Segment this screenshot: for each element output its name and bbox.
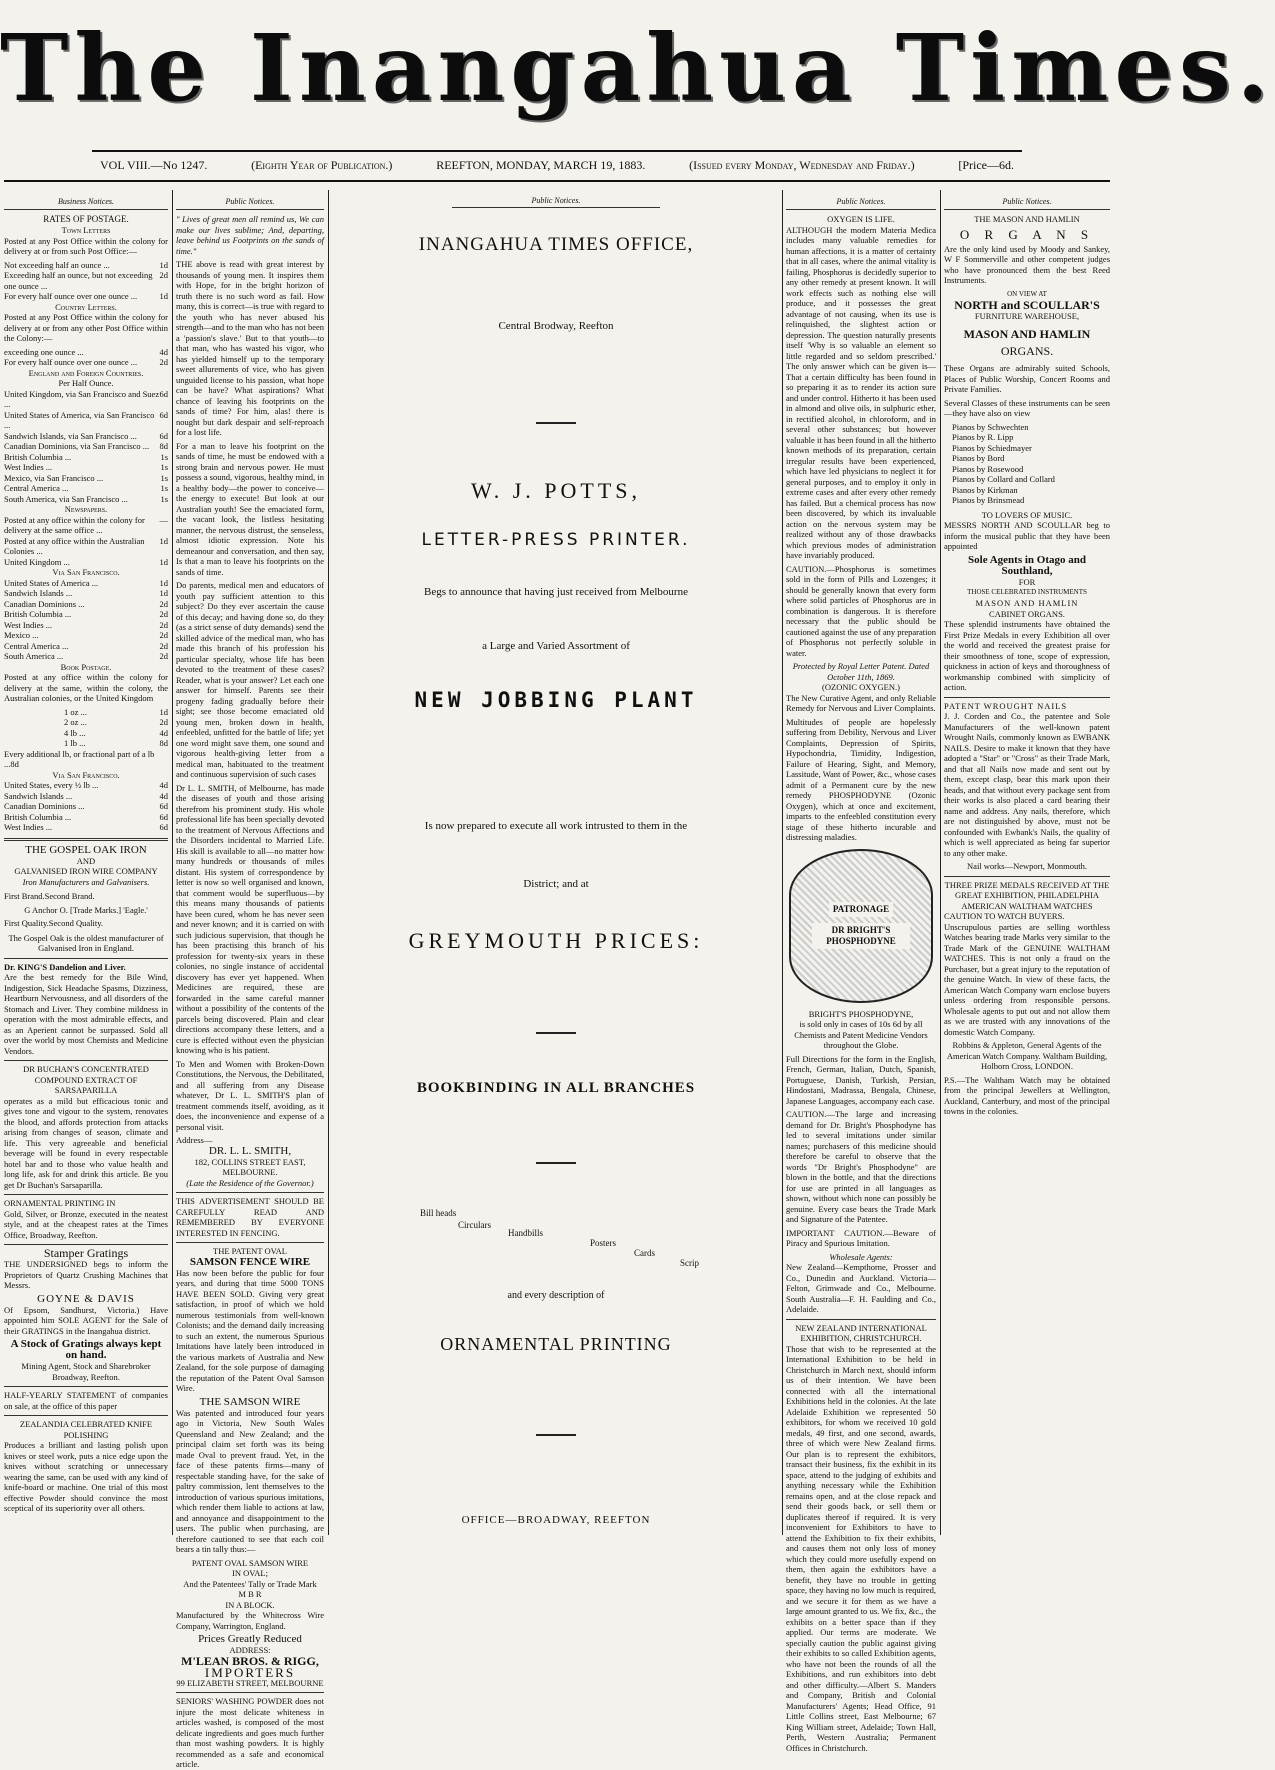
smith-address: 182, COLLINS STREET EAST, MELBOURNE.	[194, 1156, 306, 1177]
rate-value: 1s	[160, 472, 168, 483]
rate-label: British Columbia ...	[4, 811, 72, 822]
rate-label: Mexico, via San Francisco ...	[4, 472, 104, 483]
advert-title: ZEALANDIA CELEBRATED KNIFE POLISHING	[19, 1419, 153, 1440]
paragraph: Do parents, medical men and educators of youth pay sufficient attention to this subject? Do they ever ascertain the cause of this decay; and having done so, do they (as a strict sense of duty demands) send the skilled advice of the medical man, who has made this branch of his profession his particular specialty, whose life has been devoted to the treatment of these cases? Reader, what is your answer? Let each one answer for himself. Parents see their progeny fading gradually before their sight; see those become emaciated old young men, broken down in health, enfeebled, unfitted for the battle of life; yet one word might save them, one sound and vigorous health-giving letter from a medical man, habituated to the treatment and continuous supervision of such cases	[176, 580, 324, 779]
rate-row	[4, 536, 168, 557]
section-heading: Book Postage.	[60, 661, 112, 672]
rate-label: South America ...	[4, 651, 64, 661]
advert-text: THIS ADVERTISEMENT SHOULD BE CAREFULLY READ AND REMEMBERED BY EVERYONE INTERESTED IN FENCING.	[176, 1196, 324, 1238]
advert-text: IN A BLOCK.	[225, 1599, 275, 1610]
rate-value: 1s	[160, 451, 168, 462]
rate-row	[4, 791, 168, 802]
column-heading: Public Notices.	[452, 196, 660, 208]
rate-row	[4, 599, 168, 610]
rate-row	[4, 462, 168, 473]
dr-king-advert	[4, 958, 168, 1057]
advert-subtitle: Prices Greatly Reduced	[198, 1633, 302, 1645]
price: [Price—6d.	[958, 158, 1014, 172]
poem: " Lives of great men all remind us, We can make our lives sublime; And, departing, leave behind us Footprints on the sands of time."	[176, 214, 324, 256]
rate-row	[4, 473, 168, 484]
advert-title: ORNAMENTAL PRINTING IN	[4, 1198, 116, 1208]
paragraph: Full Directions for the form in the English, French, German, Italian, Dutch, Spanish, Portuguese, Danish, Turkish, Persian, Hindostani, Madrassa, Bengala, Chinese, Japanese Languages, accompany each case.	[786, 1053, 936, 1106]
gospel-oak-advert	[4, 838, 168, 954]
advert-title: MASON AND HAMLIN	[963, 327, 1091, 341]
dateline	[100, 158, 1014, 176]
advert-text: operates as a mild but efficacious tonic and gives tone and vigour to the system, renovates the blood, and affords protection from attacks arising from changes of season, climate and life. This very agreeable and beneficial beverage will be found in every respectable hotel bar and to those who value health and long life, ask for and drink this article. Be you get Dr Buchan's Sarsaparilla.	[4, 1095, 168, 1190]
column-heading: Public Notices.	[176, 196, 324, 210]
advert-row	[4, 891, 168, 902]
rate-value: 1s	[160, 483, 168, 493]
paragraph: Multitudes of people are hopelessly suffering from Debility, Nervous and Liver Complaints, Depression of Spirits, Hypochondria, Timidity, Indigestion, Failure of Hearing, Sight, and Memory, Lassitude, Want of Power, &c., whose cases admit of a Permanent cure by the new remedy PHOSPHODYNE (Ozonic Oxygen), which at once and excitement, imparts to the enfeebled constitution every stage of these hitherto incurable and distressing maladies.	[786, 716, 936, 842]
place-and-date: REEFTON, MONDAY, MARCH 19, 1883.	[436, 158, 646, 172]
rate-row	[4, 557, 168, 568]
rate-value: 2d	[159, 651, 168, 661]
paragraph: CAUTION.—The large and increasing demand for Dr. Bright's Phosphodyne has led to several imitations under similar names; purchasers of this medicine should therefore be careful to observe that the words "Dr Bright's Phosphodyne" are blown in the bottle, and that the directions for use are printed in all languages as shown, without which none can possibly be genuine. Every case bears the Trade Mark and Signature of the Patentee.	[786, 1109, 936, 1224]
rate-table	[4, 347, 168, 368]
rate-row	[4, 578, 168, 589]
advert-title: Dr. KING'S Dandelion and Liver.	[4, 961, 126, 972]
paragraph: These splendid instruments have obtained the First Prize Medals in every Exhibition all over the world and received the greatest praise for their smoothness of tone, scope of expression, quickness in action of keys and thoroughness of workmanship combined with simplicity of action.	[944, 619, 1110, 692]
job-item: Bill heads	[420, 1208, 457, 1218]
section-heading: Town Letters	[61, 225, 111, 235]
paragraph: Dr L. L. SMITH, of Melbourne, has made the diseases of youth and those arising therefrom his prominent study. His whole professional life has been specially devoted to the treatment of Nervous Affections and the Disorders incidental to Married Life. His skill is available to all—no matter how many hundreds or thousands of miles distant. His system of correspondence by letter is now so well organised and known, that comment would be superfluous—by this means many thousands of patients have been cured, whom he has never seen and never known; and it is carried on with such judicious supervision, that though he has been practising this branch of his profession for twenty-six years in these colonies, no single instance of accidental discovery has ever yet happened. When Medicines are required, these are forwarded in the same careful manner without a possibility of the contents of the parcels being discovered. Plain and clear directions accompany these letters, and a cure is effected without even the physician knowing who is his patient.	[176, 782, 324, 1055]
rate-label: 2 oz ...	[64, 717, 87, 727]
rate-label: Canadian Dominions ...	[4, 598, 85, 609]
advert-text: M B R	[238, 1589, 262, 1599]
rate-value: 2d	[159, 619, 168, 630]
rate-value: 1d	[159, 259, 168, 270]
paragraph: P.S.—The Waltham Watch may be obtained from the principal Jewellers at Wellington, Auckland, Canterbury, and most of the principal towns in the colonies.	[944, 1074, 1110, 1116]
paragraph: IMPORTANT CAUTION.—Beware of Piracy and Spurious Imitation.	[786, 1227, 936, 1248]
rate-value: 2d	[159, 598, 168, 609]
rate-label: exceeding one ounce ...	[4, 346, 84, 357]
advert-title: O R G A N S	[959, 226, 1095, 242]
advert-text: Second Brand.	[44, 891, 95, 901]
advert-title: IMPORTERS	[204, 1664, 296, 1680]
column-heading: Public Notices.	[944, 196, 1110, 210]
advert-title: THE MASON AND HAMLIN	[974, 214, 1080, 224]
rate-value: 1d	[159, 291, 168, 301]
list-item: Pianos by Schiedmayer	[952, 442, 1032, 453]
emblem-text: PATRONAGE	[829, 902, 893, 917]
advert-subtitle: THE PATENT OVAL	[213, 1246, 287, 1256]
jobbing-plant-heading: NEW JOBBING PLANT	[414, 688, 698, 712]
greymouth-prices-heading: GREYMOUTH PRICES:	[408, 928, 704, 953]
rate-row	[4, 780, 168, 791]
ornamental-rule	[536, 1032, 576, 1034]
assortment-text: a Large and Varied Assortment of	[482, 640, 630, 652]
rate-value: 6d	[159, 811, 168, 822]
ornamental-printing-advert	[4, 1194, 168, 1240]
list-item: Pianos by Kirkman	[952, 484, 1018, 495]
section-heading: England and Foreign Countries.	[28, 367, 144, 378]
patent-note: Protected by Royal Letter Patent. Dated October 11th, 1869.	[792, 661, 930, 682]
advert-title: BRIGHT'S PHOSPHODYNE,	[808, 1008, 914, 1019]
advert-text: Gold, Silver, or Bronze, executed in the neatest style, and at the cheapest rates at the Times Office, Broadway, Reefton.	[4, 1208, 168, 1240]
job-item: Circulars	[458, 1220, 491, 1230]
paragraph: To Men and Women with Broken-Down Constitutions, the Nervous, the Debilitated, and all suffering from any Disease whatever, Dr L. L. SMITH'S plan of treatment commends itself, avoiding, as it does, the inconvenience and expense of a personal visit.	[176, 1058, 324, 1132]
advert-text: Of Epsom, Sandhurst, Victoria.) Have appointed him SOLE AGENT for the Sale of their GRATINGS in the Inangahua district.	[4, 1304, 168, 1336]
paragraph: CAUTION.—Phosphorus is sometimes sold in the form of Pills and Lozenges; it should be generally known that every form where solid particles of Phosphorus are in combination is dangerous. It is therefore necessary that the public should be cautioned against the use of any preparation of Phosphorus not perfectly soluble in water.	[786, 563, 936, 658]
paragraph: ALTHOUGH the modern Materia Medica includes many valuable remedies for human affections, it is a matter of certainty that in all cases, where the animal vitality is failing, Phosphorus is decidedly superior to any other remedy at present known. It will work effects such as nothing else will produce, and it possesses the great advantage of not causing, when its use is relinquished, the slightest action or depression. The question naturally presents itself 'Why is so valuable an element so little regarded and so seldom prescribed.' The only answer which can be given is—That a certain difficulty has been found in so preparing it as to render its action sure and under control. Hitherto it has been used in almond and olive oils, in sulphuric ether, in rectified alcohol, in chloroform, and in several other substances; but however valuable it has been found in all the hitherto known methods of its preparation, certain irregular results have been experienced, which have led physicians to neglect it for general purposes, and to employ it only in extreme cases and after every other remedy has failed. But a chemical process has now been discovered, by which its invaluable action on the nervous system may be realized without any of those drawbacks which previous modes of administration have invariably produced.	[786, 224, 936, 560]
bookbinding-heading: BOOKBINDING IN ALL BRANCHES	[416, 1080, 696, 1096]
rate-label: United States of America, via San Francisco ...	[4, 409, 155, 430]
advert-title: SAMSON FENCE WIRE	[189, 1255, 311, 1268]
paragraph: The New Curative Agent, and only Reliable Remedy for Nervous and Liver Complaints.	[786, 692, 936, 713]
job-item: Cards	[634, 1248, 655, 1258]
rate-label: British Columbia ...	[4, 451, 72, 462]
rate-row	[4, 588, 168, 599]
advert-text: First Brand.	[4, 891, 45, 901]
advert-subtitle: CAUTION TO WATCH BUYERS.	[944, 911, 1065, 921]
rate-row	[4, 515, 168, 536]
rate-value: 6d	[159, 388, 168, 399]
advert-title: Stamper Gratings	[43, 1246, 129, 1260]
rate-row	[4, 494, 168, 505]
list-item: Pianos by Collard and Collard	[952, 474, 1055, 484]
advert-text: Nail works—Newport, Monmouth.	[967, 861, 1087, 871]
rate-label: Posted at any office within the colony for delivery at the same office ...	[4, 514, 145, 535]
rate-value: 8d	[159, 738, 168, 748]
rate-row	[4, 270, 168, 291]
advert-text: Iron Manufacturers and Galvanisers.	[22, 876, 150, 887]
masthead	[0, 0, 1275, 140]
rate-value: 6d	[159, 822, 168, 832]
rate-label: United Kingdom ...	[4, 556, 70, 567]
column-business-notices	[4, 196, 168, 1533]
advert-text: FOR	[1018, 576, 1036, 587]
job-item: Handbills	[508, 1228, 543, 1238]
rate-row	[4, 812, 168, 823]
publication-year: (Eighth Year of Publication.)	[251, 158, 393, 172]
column-divider	[782, 190, 783, 1535]
smith-name: DR. L. L. SMITH,	[208, 1144, 292, 1157]
rate-table	[4, 515, 168, 568]
dr-buchan-advert	[4, 1060, 168, 1190]
rate-label: 4 lb ...	[64, 727, 86, 738]
rate-label: Sandwich Islands ...	[4, 790, 73, 801]
rate-label: Every additional lb, or fractional part of a lb ...	[4, 748, 155, 769]
rate-value: 4d	[159, 790, 168, 801]
paragraph: THE above is read with great interest by thousands of young men. It inspires them with Hope, for in the bright horizon of truth there is no such word as fail. How many, this is correct—is true with regard to the youth who has never abused his strength—and to the man who has not been a 'passion's slave.' But to that youth—to that man, who has wasted his vigor, who has yielded himself up to the temporary sweet allurements of vice, who has given unguided license to his passion, what hope can be have? What aspirations? What chance of leaving his footprints on the sands of time? For him, alas! there is nought but dark despair and self-reproach for a lost life.	[176, 259, 324, 437]
rate-value: 6d	[159, 801, 168, 811]
rate-row	[4, 452, 168, 463]
rate-row	[4, 357, 168, 368]
rate-label: British Columbia ...	[4, 609, 72, 619]
rate-table	[4, 578, 168, 662]
rate-value: 4d	[159, 727, 168, 738]
advert-title: TO LOVERS OF MUSIC.	[981, 509, 1073, 520]
advert-text: ADDRESS:	[229, 1645, 271, 1655]
section-heading: Via San Francisco.	[52, 567, 120, 577]
rate-row	[4, 620, 168, 631]
announcement: Begs to announce that having just received from Melbourne	[424, 586, 688, 598]
paragraph: New Zealand—Kempthorne, Prosser and Co., Dunedin and Auckland. Victoria—Felton, Grimwade and Co., Melbourne. South Australia—F. H. Faulding and Co., Adelaide.	[786, 1262, 936, 1314]
column-divider	[940, 190, 941, 1535]
advert-title: ORGANS.	[1000, 344, 1054, 358]
masthead-rule	[92, 150, 1022, 152]
office-title: INANGAHUA TIMES OFFICE,	[418, 234, 694, 255]
advert-row	[4, 918, 168, 929]
zealandia-advert	[4, 1415, 168, 1514]
list-item: Pianos by Schwechten	[952, 421, 1029, 432]
rate-row	[64, 728, 168, 739]
advert-text: Manufactured by the Whitecross Wire Company, Warrington, England.	[176, 1610, 324, 1631]
paragraph: Posted at any Post Office within the colony for delivery at or from such Post Office:—	[4, 235, 168, 256]
section-heading: Wholesale Agents:	[829, 1251, 893, 1262]
rate-label: United States of America ...	[4, 577, 99, 588]
column-divider	[328, 190, 329, 1535]
rate-value: 1d	[159, 577, 168, 588]
advert-text: THOSE CELEBRATED INSTRUMENTS	[967, 588, 1087, 596]
advert-text: Are the best remedy for the Bile Wind, Indigestion, Sick Headache Spasms, Dizziness, Heartburn Nervousness, and all disorders of the Stomach and Liver. They combine mildness in operation with the most admirable effects, and as an Aperient cannot be surpassed. Sold all over the world by most Chemists and Medicine Vendors.	[4, 972, 168, 1056]
rate-label: For every half ounce over one ounce ...	[4, 357, 138, 367]
paragraph: Are the only kind used by Moody and Sankey, W F Sommerville and other competent judges who have pronounced them the best Reed Instruments.	[944, 243, 1110, 285]
emblem-text: DR BRIGHT'S PHOSPHODYNE	[812, 923, 910, 949]
rate-table	[4, 707, 168, 749]
paragraph: Posted at any Post Office within the colony for delivery at or from any other Post Office within the Colony:—	[4, 312, 168, 343]
rate-value: 2d	[159, 357, 168, 367]
rate-label: Canadian Dominions ...	[4, 801, 85, 811]
rate-label: United Kingdom, via San Francisco and Suez ...	[4, 388, 160, 409]
rate-label: Sandwich Islands, via San Francisco ...	[4, 430, 137, 441]
rate-value: 1s	[160, 493, 168, 504]
rate-value: 4d	[159, 346, 168, 357]
advert-text: The Gospel Oak is the oldest manufacturer of Galvanised Iron in England.	[8, 932, 164, 953]
advert-subtitle: GALVANISED IRON WIRE COMPANY	[14, 866, 158, 876]
rate-value: 1d	[159, 535, 168, 546]
rate-row	[4, 389, 168, 410]
rate-label: South America, via San Francisco ...	[4, 493, 128, 504]
volume-number: VOL VIII.—No 1247.	[100, 158, 208, 172]
rate-value: 8d	[159, 441, 168, 451]
wrought-nails-advert	[944, 697, 1110, 872]
advert-text: SENIORS' WASHING POWDER does not injure the most delicate whiteness in articles washed, is composed of the most delicate ingredients and goes much further than most washing powders. It is highly recommended as a safe and economical article.	[176, 1696, 324, 1769]
rate-label: Mexico ...	[4, 630, 39, 640]
paragraph: MESSRS NORTH AND SCOULLAR beg to inform the musical public that they have been appointed	[944, 520, 1110, 551]
section-heading: Newspapers.	[64, 504, 108, 514]
paragraph: Unscrupulous parties are selling worthless Watches bearing trade Marks very similar to the Trade Mark of the GENUINE WALTHAM WATCHES. This is not only a fraud on the Purchaser, but a great injury to the reputation of the genuine Watch. In view of these facts, the American Watch Company warn enclose buyers unless ordering from responsible persons. Wholesale agents to put out and not allow them as we are trusted with any innovations of the domestic Watch Company.	[944, 921, 1110, 1037]
stamper-gratings-advert	[4, 1244, 168, 1382]
rate-value: 2d	[159, 717, 168, 727]
advert-text: First Quality.	[4, 918, 49, 928]
rate-value: 1d	[159, 556, 168, 567]
advert-text: G Anchor O. [Trade Marks.] 'Eagle.'	[24, 904, 148, 915]
advert-title: Sole Agents in Otago and Southland,	[968, 553, 1086, 577]
rate-row	[64, 738, 168, 749]
ornamental-rule	[536, 1434, 576, 1436]
advert-text: Has now been before the public for four years, and during that time 5000 TONS HAVE BEEN SOLD. Giving very great satisfaction, in proof of which we hold numerous testimonials from well-known Colonists; and the demand daily increasing to such an extent, the numerous Spurious Imitations have lately been introduced in the various markets of Australia and New Zealand, for the sole purpose of damaging the reputation of the Patent Oval Samson Wire.	[176, 1267, 324, 1393]
section-heading: Country Letters.	[55, 301, 117, 312]
rate-row	[4, 410, 168, 431]
column-public-notices-5	[944, 196, 1110, 1533]
paragraph: These Organs are admirably suited Schools, Places of Public Worship, Concert Rooms and Private Families.	[944, 363, 1110, 394]
advert-text: 99 ELIZABETH STREET, MELBOURNE	[176, 1677, 324, 1688]
rate-value: 2d	[159, 630, 168, 640]
rate-table	[4, 780, 168, 833]
rate-label: Not exceeding half an ounce ...	[4, 259, 110, 270]
paragraph: Posted at any office within the colony for delivery at the same, within the colony, the Australian colonies, or the United Kingdom	[4, 672, 168, 703]
advert-title: PATENT WROUGHT NAILS	[944, 700, 1068, 711]
list-item: Pianos by Brinsmead	[952, 495, 1025, 505]
advert-text: PATENT OVAL SAMSON WIRE	[191, 1557, 309, 1568]
advert-text: Second Quality.	[48, 918, 104, 928]
rate-table	[4, 389, 168, 505]
list-item: Pianos by R. Lipp	[952, 432, 1014, 442]
paragraph: J. J. Corden and Co., the patentee and Sole Manufacturers of the well-known patent Wrought Nails, commonly known as EWBANK NAILS. Desire to make it known that they have adopted a "Star" or "Cross" as their Trade Mark, and that all Nails now made and sent out by them, except clasp, bear this mark upon their heads, and that without every package sent from their works is also placed a card bearing their name and address. Any nails, therefore, which are not distinguished by above, must not be confounded with Ewbank's Nails, the quality of which is well appreciated as being far superior to any other make.	[944, 711, 1110, 858]
rate-value: —	[159, 514, 168, 525]
advert-title: OXYGEN IS LIFE.	[827, 214, 895, 224]
fencing-advert	[176, 1192, 324, 1238]
rate-label: Central America ...	[4, 640, 69, 651]
section-subheading: Per Half Ounce.	[58, 378, 114, 388]
column-public-notices-4	[786, 196, 936, 1753]
list-item: Pianos by Rosewood	[952, 463, 1024, 474]
trade-title: LETTER-PRESS PRINTER.	[421, 530, 691, 550]
paragraph: is sold only in cases of 10s 6d by all Chemists and Patent Medicine Vendors throughout the Globe.	[794, 1019, 928, 1050]
rate-row	[4, 609, 168, 620]
proprietor-name: W. J. POTTS,	[470, 478, 642, 503]
column-heading: Business Notices.	[4, 196, 168, 210]
rate-label: United States, every ½ lb ...	[4, 780, 99, 790]
paragraph: For a man to leave his footprint on the sands of time, he must be endowed with a strong brain and nervous power. He must possess a sound, vigorous, healthy mind, in a healthy body—the power to conceive—the energy to execute! But look at our Australian youth! See the emaciated form, the vacant look, the listless hesitating manner, the nervous distrust, the senseless, almost idiotic expression. Note his demeanour and conversation, and then say, Is that a man to leave his footprints on the sands of time.	[176, 440, 324, 577]
newspaper-title: The Inangahua Times.	[0, 14, 1275, 122]
rate-row	[64, 717, 168, 728]
rate-value: 1s	[160, 462, 168, 472]
dateline-rule	[4, 180, 1110, 182]
advert-subtitle: FURNITURE WAREHOUSE,	[974, 310, 1080, 321]
address-label: Address—	[176, 1135, 213, 1145]
advert-text: IN OVAL;	[232, 1568, 268, 1578]
job-item: Scrip	[680, 1258, 699, 1268]
rate-row	[4, 431, 168, 442]
rate-value: 2d	[159, 270, 168, 280]
list-item: Pianos by Bord	[952, 453, 1005, 463]
every-description-text: and every description of	[507, 1290, 605, 1301]
waltham-advert	[944, 876, 1110, 1117]
advert-subtitle: AMERICAN WALTHAM WATCHES	[961, 900, 1093, 911]
job-item: Posters	[590, 1238, 617, 1248]
rate-label: 1 lb ...	[64, 738, 86, 748]
rate-value: 2d	[159, 609, 168, 619]
exhibition-notice	[786, 1319, 936, 1754]
column-public-notices-2	[176, 196, 324, 1769]
advert-subtitle: MASON AND HAMLIN	[975, 598, 1079, 608]
ornamental-rule	[536, 1162, 576, 1164]
paragraph: Several Classes of these instruments can be seen—they have also on view	[944, 397, 1110, 418]
rate-label: Sandwich Islands ...	[4, 588, 73, 598]
rate-row	[4, 822, 168, 833]
rate-label: West Indies ...	[4, 822, 53, 832]
advert-subtitle: CABINET ORGANS.	[989, 608, 1065, 619]
office-address-footer: OFFICE—BROADWAY, REEFTON	[461, 1514, 651, 1526]
rate-row	[4, 347, 168, 358]
advert-subtitle: GOYNE & DAVIS	[37, 1292, 135, 1305]
office-location: Central Brodway, Reefton	[498, 320, 614, 332]
advert-text: ON VIEW AT	[1007, 289, 1047, 298]
ornamental-printing-heading: ORNAMENTAL PRINTING	[440, 1334, 672, 1354]
rate-row	[4, 641, 168, 652]
district-text: District; and at	[523, 878, 589, 890]
section-heading: Via San Francisco.	[52, 769, 120, 780]
advert-title: NORTH and SCOULLAR'S	[954, 297, 1100, 312]
advert-text: AND	[76, 855, 96, 866]
paragraph: Those that wish to be represented at the International Exhibition to be held in Christchurch in March next, should inform us of their intention. We have been connected with all the international Exhibitions held in the colonies. At the late Adelaide Exhibition we represented 50 exhibitors, for whom we received 10 gold medals, 49 first, and one second, awards, three of which were New Zealand firms. Our plan is to represent the exhibitors, transact their business, fix the exhibit in its space, attend to the judging of exhibits and anything necessary while the Exhibition remains open, and at the close repack and send their goods back, or sell them or duplicates thereof if required. It is very inconvenient for Exhibitors to have to attend the Exhibition to fix their exhibits, and causes them not only loss of money which they could more usefully expend on them, then again the exhibitors have a benefit, they have no trouble in getting space, they having no low much is required, and we secure it for them as we have a large amount granted to us. We fix, &c., the exhibits on a better space than if they applied. Our terms are moderate. We specially caution the public against giving their exhibits to so called Exhibition agents, who have not been the rounds of all the Exhibitions, and run exhibitors into debt and other difficulty.—Albert S. Manders and Company, British and Colonial Manufacturers' Agents; Head Office, 91 Little Collins street, East Melbourne; 67 King William street, Adelaide; Town Hall, Perth, Western Australia; Permanent Offices in Christchurch.	[786, 1343, 936, 1753]
advert-text: Produces a brilliant and lasting polish upon knives or steel work, puts a nice edge upon the knives without scratching or unnecessary wearing the same, can be used with any kind of knife-board or machine. One trial of this most effective Powder should convince the most sceptical of its superiority over all others.	[4, 1440, 168, 1513]
advert-subtitle: (OZONIC OXYGEN.)	[822, 682, 900, 692]
rate-row	[4, 483, 168, 494]
issue-schedule: (Issued every Monday, Wednesday and Friday.)	[689, 158, 915, 172]
rate-row	[4, 630, 168, 641]
prepared-text: Is now prepared to execute all work intrusted to them in the	[424, 820, 688, 832]
rate-row	[4, 441, 168, 452]
advert-title: DR BUCHAN'S CONCENTRATED COMPOUND EXTRACT OF SARSAPARILLA	[23, 1064, 149, 1095]
paragraph: Robbins & Appleton, General Agents of the American Watch Company. Waltham Building, Holborn Cross, LONDON.	[946, 1040, 1108, 1071]
rate-label: Posted at any office within the Australian Colonies ...	[4, 535, 145, 556]
advert-text: And the Patentees' Tally or Trade Mark	[183, 1578, 317, 1589]
washing-powder-advert	[176, 1692, 324, 1770]
rate-row	[4, 801, 168, 812]
rate-table	[4, 260, 168, 302]
rate-value: 1d	[159, 706, 168, 717]
rate-row	[4, 651, 168, 662]
advert-text: Mining Agent, Stock and Sharebroker Broadway, Reefton.	[21, 1361, 151, 1382]
rate-value: 6d	[159, 409, 168, 420]
advert-text: THE UNDERSIGNED begs to inform the Proprietors of Quartz Crushing Machines that Messrs.	[4, 1259, 168, 1290]
postage-rates-title: RATES OF POSTAGE.	[43, 214, 129, 224]
advert-title: M'LEAN BROS. & RIGG,	[181, 1653, 319, 1668]
advert-text: Was patented and introduced four years ago in Victoria, New South Wales Queensland and New Zealand; and the principal claim set forth was its being made Oval to prevent fraud. Yet, in the face of these patents firms—many of respectable standing have, for the sake of paltry commission, lent themselves to the introduction of various spurious imitations, which render them liable to actions at law, and annoyance and disappointment to the users. The public when purchasing, are therefore cautioned to see that each coil bears a tin tally thus:—	[176, 1407, 324, 1554]
rate-label: 1 oz ...	[64, 706, 87, 717]
advert-title: NEW ZEALAND INTERNATIONAL EXHIBITION, CHRISTCHURCH.	[795, 1322, 927, 1343]
rate-value: 1d	[159, 588, 168, 598]
column-heading: Public Notices.	[786, 196, 936, 210]
rate-label: Canadian Dominions, via San Francisco ...	[4, 441, 150, 451]
rate-row	[4, 749, 168, 770]
rate-value: 6d	[159, 430, 168, 441]
advert-text: HALF-YEARLY STATEMENT of companies on sale, at the office of this paper	[4, 1390, 168, 1411]
column-divider	[172, 190, 173, 1535]
rate-row	[4, 260, 168, 271]
half-yearly-advert	[4, 1386, 168, 1411]
advert-subtitle: A Stock of Gratings always kept on hand.	[10, 1338, 162, 1361]
rate-label: West Indies ...	[4, 619, 53, 630]
rate-label: Central America ...	[4, 483, 69, 493]
rate-row	[64, 707, 168, 718]
rate-value: 2d	[159, 640, 168, 651]
ornamental-rule	[536, 422, 576, 424]
piano-list	[944, 422, 1110, 506]
smith-note: (Late the Residence of the Governor.)	[186, 1177, 314, 1188]
rate-value: 4d	[159, 780, 168, 790]
samson-wire-advert	[176, 1242, 324, 1688]
rate-label: For every half ounce over one ounce ...	[4, 291, 138, 301]
advert-title: THREE PRIZE MEDALS RECEIVED AT THE GREAT EXHIBITION, PHILADELPHIA	[944, 879, 1110, 900]
rate-row	[4, 291, 168, 302]
rate-label: West Indies ...	[4, 462, 53, 472]
phosphodyne-emblem	[789, 849, 933, 1003]
column-times-office-advert	[332, 196, 780, 1533]
advert-title: THE SAMSON WIRE	[199, 1395, 301, 1408]
rate-value: 8d	[10, 759, 19, 769]
rate-label: Exceeding half an ounce, but not exceeding one ounce ...	[4, 270, 153, 291]
advert-title: THE GOSPEL OAK IRON	[25, 843, 147, 856]
